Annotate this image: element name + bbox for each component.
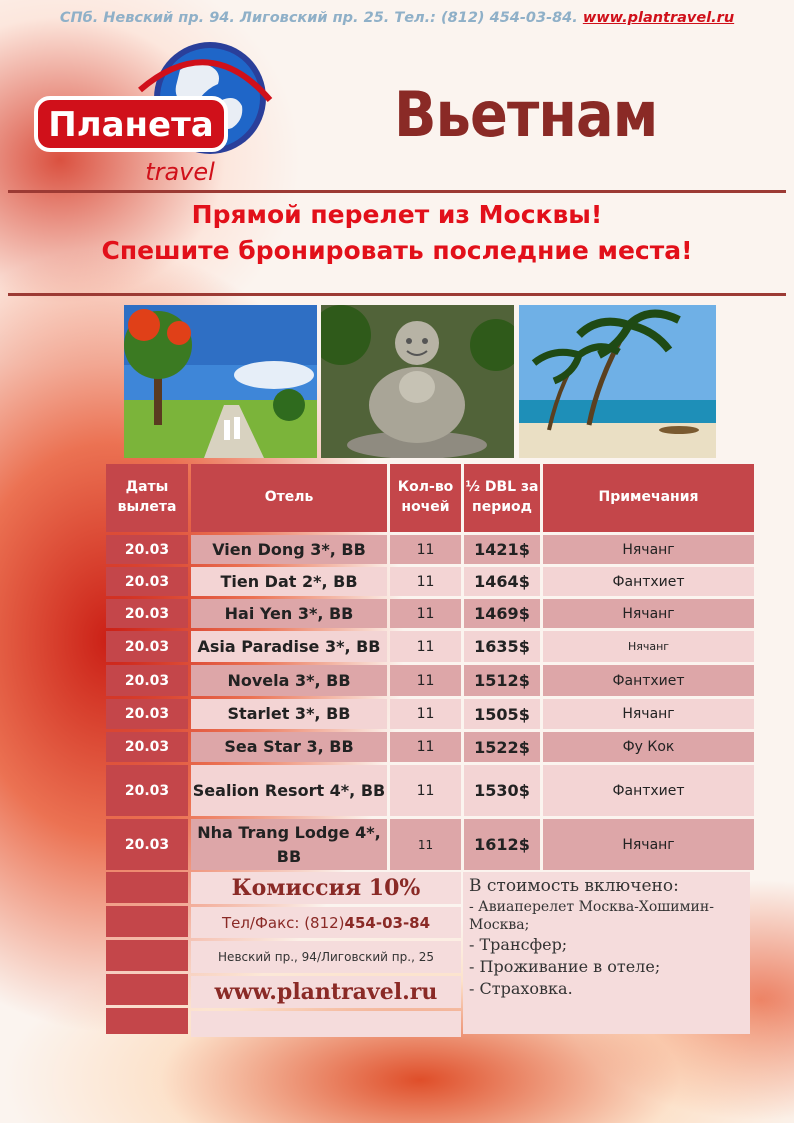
cell-date: 20.03 <box>106 631 188 662</box>
cell-nights: 11 <box>390 535 461 564</box>
cell-note: Нячанг <box>543 535 754 564</box>
cell-nights: 11 <box>390 599 461 628</box>
cell-hotel: Starlet 3*, BB <box>191 699 387 729</box>
cell-price: 1530$ <box>464 765 540 816</box>
office-address: Невский пр., 94/Лиговский пр., 25 <box>191 941 461 973</box>
cell-note: Фантхиет <box>543 567 754 596</box>
website-link[interactable]: www.plantravel.ru <box>191 976 461 1008</box>
cell-hotel: Tien Dat 2*, BB <box>191 567 387 596</box>
included-item: - Трансфер; <box>469 935 568 955</box>
cell-nights: 11 <box>390 631 461 662</box>
planeta-travel-logo <box>30 40 280 190</box>
contact-url-link[interactable]: www.plantravel.ru <box>582 10 735 26</box>
commission-label: Комиссия 10% <box>191 872 461 904</box>
page-title: Вьетнам <box>394 78 658 151</box>
cell-price: 1612$ <box>464 819 540 870</box>
cell-note: Нячанг <box>543 631 754 662</box>
footer-block <box>106 872 750 1034</box>
cell-date: 20.03 <box>106 599 188 628</box>
logo-sub: travel <box>145 158 215 186</box>
table-header-row <box>106 464 750 532</box>
cell-date: 20.03 <box>106 732 188 762</box>
footer-date-cell <box>106 906 188 937</box>
contact-line: СПб. Невский пр. 94. Лиговский пр. 25. Тел.: (812) 454-03-84. www.plantravel.ru <box>59 10 735 26</box>
included-item: - Авиаперелет Москва-Хошимин-Москва; <box>469 899 714 934</box>
cell-price: 1512$ <box>464 665 540 696</box>
promo-line-2: Спешите бронировать последние места! <box>101 236 693 265</box>
table-row <box>106 599 750 628</box>
cell-nights: 11 <box>390 665 461 696</box>
cell-note: Фантхиет <box>543 665 754 696</box>
footer-blank-cell <box>191 1011 461 1037</box>
cell-date: 20.03 <box>106 765 188 816</box>
cell-date: 20.03 <box>106 819 188 870</box>
header-notes: Примечания <box>543 464 754 532</box>
included-title: В стоимость включено: <box>469 876 679 896</box>
header-hotel: Отель <box>191 464 387 532</box>
included-item: - Проживание в отеле; <box>469 956 661 976</box>
cell-nights: 11 <box>390 819 461 870</box>
table-row <box>106 567 750 596</box>
cell-note: Нячанг <box>543 699 754 729</box>
footer-date-cell <box>106 1008 188 1034</box>
cell-note: Фантхиет <box>543 765 754 816</box>
cell-nights: 11 <box>390 765 461 816</box>
footer-contacts <box>191 872 461 1040</box>
table-row <box>106 765 750 816</box>
logo-text: Планета <box>48 105 214 145</box>
cell-note: Нячанг <box>543 819 754 870</box>
cell-hotel: Vien Dong 3*, BB <box>191 535 387 564</box>
table-row <box>106 732 750 762</box>
cell-date: 20.03 <box>106 699 188 729</box>
cell-hotel: Hai Yen 3*, BB <box>191 599 387 628</box>
cell-price: 1421$ <box>464 535 540 564</box>
cell-note: Фу Кок <box>543 732 754 762</box>
phone-number: 454-03-84 <box>344 913 431 932</box>
cell-price: 1635$ <box>464 631 540 662</box>
cell-note: Нячанг <box>543 599 754 628</box>
cell-price: 1505$ <box>464 699 540 729</box>
phone-label: Тел/Факс: (812) <box>221 913 345 932</box>
table-row <box>106 819 750 870</box>
contact-address: СПб. Невский пр. 94. Лиговский пр. 25. Тел.: (812) 454-03-84 <box>59 10 573 26</box>
table-row <box>106 699 750 729</box>
cell-nights: 11 <box>390 699 461 729</box>
cell-hotel: Sea Star 3, BB <box>191 732 387 762</box>
tour-price-table <box>106 464 750 873</box>
cell-date: 20.03 <box>106 665 188 696</box>
photo-beach-palms <box>519 305 716 458</box>
photo-buddha-statue <box>321 305 514 458</box>
table-row <box>106 631 750 662</box>
cell-nights: 11 <box>390 732 461 762</box>
header-dates: Даты вылета <box>106 464 188 532</box>
cell-date: 20.03 <box>106 567 188 596</box>
header-price: ½ DBL за период <box>464 464 540 532</box>
phone-fax <box>191 907 461 938</box>
cell-hotel: Nha Trang Lodge 4*, BB <box>191 819 387 870</box>
cell-price: 1522$ <box>464 732 540 762</box>
cell-hotel: Novela 3*, BB <box>191 665 387 696</box>
photo-park <box>124 305 317 458</box>
table-row <box>106 535 750 564</box>
cell-nights: 11 <box>390 567 461 596</box>
included-item: - Страховка. <box>469 978 573 998</box>
cell-date: 20.03 <box>106 535 188 564</box>
footer-date-cell <box>106 974 188 1005</box>
divider-bottom <box>8 293 786 296</box>
cell-price: 1464$ <box>464 567 540 596</box>
cell-hotel: Sealion Resort 4*, BB <box>191 765 387 816</box>
footer-date-cell <box>106 940 188 971</box>
table-row <box>106 665 750 696</box>
included-services <box>463 872 750 1034</box>
promo-line-1: Прямой перелет из Москвы! <box>191 200 603 229</box>
cell-hotel: Asia Paradise 3*, BB <box>191 631 387 662</box>
footer-date-cell <box>106 872 188 903</box>
footer-date-column <box>106 872 188 1037</box>
cell-price: 1469$ <box>464 599 540 628</box>
header-nights: Кол-во ночей <box>390 464 461 532</box>
divider-top <box>8 190 786 193</box>
